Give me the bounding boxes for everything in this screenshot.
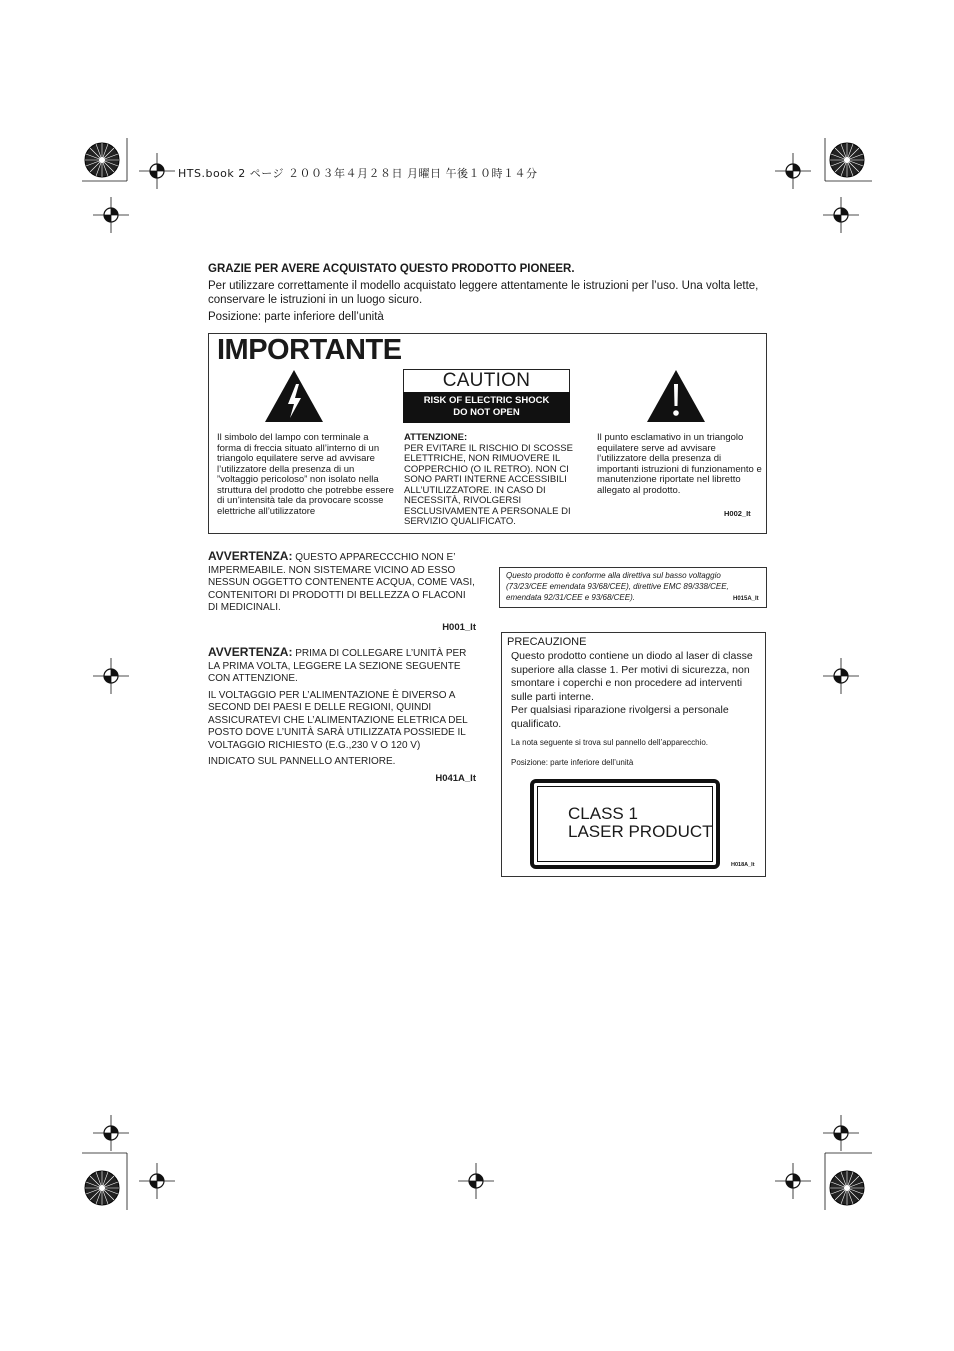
warning-1-lead: AVVERTENZA:	[208, 549, 293, 563]
caution-word: CAUTION	[442, 370, 531, 391]
conformity-box	[499, 567, 767, 608]
exclamation-explanation: Il punto esclamativo in un triangolo equilatere serve ad avvisare l’utilizzatore della presenza di importanti istruzioni di funzionamento e manutenzione riportate nel libretto allegato al prodotto.	[597, 432, 762, 496]
warning-1-text: QUESTO APPARECCCHIO NON E’ IMPERMEABILE. NON SISTEMARE VICINO AD ESSO NESSUN OGGETTO CONTENENTE ACQUA, COME VASI, CONTENITORI DI PRODOTTI DI BELLEZZA O FLACONI DI MEDICINALI.	[208, 552, 475, 613]
laser-product-line: LASER PRODUCT	[568, 822, 713, 841]
precauzione-repair-text: Per qualsiasi riparazione rivolgersi a personale qualificato.	[511, 704, 729, 730]
attenzione-label: ATTENZIONE:	[404, 432, 468, 443]
conformity-text: Questo prodotto è conforme alla direttiva sul basso voltaggio (73/23/CEE emendata 93/68/CEE), direttive EMC 89/338/CEE, emendata 92/31/CEE e 93/68/CEE).	[506, 571, 729, 602]
laser-label-text	[568, 805, 713, 841]
warning-2-text: PRIMA DI COLLEGARE L’UNITÀ PER LA PRIMA VOLTA, LEGGERE LA SEZIONE SEGUENTE CON ATTENZIONE.	[208, 648, 467, 684]
warning-1-code: H001_It	[442, 621, 476, 633]
laser-class-line: CLASS 1	[568, 804, 638, 823]
precauzione-note: La nota seguente si trova sul pannello dell’apparecchio.	[511, 738, 709, 747]
warning-2-voltage-text: IL VOLTAGGIO PER L’ALIMENTAZIONE È DIVERSO A SECOND DEI PAESI E DELLE REGIONI, QUINDI ASSICURATEVI CHE L’ALIMENTAZIONE ELETRICA DEL POSTO DOVE L’UNITÀ SARÀ UTILIZZATA POSSIEDE IL VOLTAGGIO RICHIESTO (E.G.,230 V O 120 V)	[208, 689, 468, 751]
exclamation-triangle-icon	[645, 368, 707, 424]
importante-code: H002_It	[724, 509, 751, 518]
precauzione-text	[511, 650, 763, 731]
warning-2-lead: AVVERTENZA:	[208, 645, 293, 659]
running-head: HTS.book 2 ページ ２００３年４月２８日 月曜日 午後１０時１４分	[178, 167, 538, 180]
importante-title: IMPORTANTE	[217, 334, 402, 366]
warning-2-code: H041A_It	[435, 772, 476, 784]
precauzione-laser-text: Questo prodotto contiene un diodo al laser di classe superiore alla classe 1. Per motivi di sicurezza, non smontare i coperchi e non procedere ad interventi sulle parti interne.	[511, 650, 753, 703]
precauzione-position: Posizione: parte inferiore dell’unità	[511, 758, 634, 767]
precauzione-title: PRECAUZIONE	[507, 636, 587, 648]
warning-2	[208, 646, 476, 785]
intro-text: Per utilizzare correttamente il modello acquistato leggere attentamente le istruzioni per l’uso. Una volta lette, conservare le istruzioni in un luogo sicuro.	[208, 280, 759, 306]
lightning-triangle-icon	[263, 368, 325, 424]
warning-2-panel-text: INDICATO SUL PANNELLO ANTERIORE.	[208, 756, 396, 767]
intro-title: GRAZIE PER AVERE ACQUISTATO QUESTO PRODOTTO PIONEER.	[208, 263, 575, 275]
lightning-explanation: Il simbolo del lampo con terminale a forma di freccia situato all’interno di un triangolo equilatere serve ad avvisare l’utilizzatore della presenza di un ”voltaggio pericoloso” non isolato nella struttura del prodotto che potrebbe essere di un’intensità tale da provocare scosse elettriche all’utilizzatore	[217, 432, 394, 517]
intro-position: Posizione: parte inferiore dell’unità	[208, 311, 384, 323]
attenzione-block	[404, 433, 588, 528]
attenzione-text: PER EVITARE IL RISCHIO DI SCOSSE ELETTRICHE, NON RIMUOVERE IL COPPERCHIO (O IL RETRO). NON CI SONO PARTI INTERNE ACCESSIBILI ALL’UTILIZZATORE. IN CASO DI NECESSITÀ, RIVOLGERSI ESCLUSIVAMENTE A PERSONALE DI SERVIZIO QUALIFICATO.	[404, 442, 573, 527]
caution-line-2: DO NOT OPEN	[453, 406, 520, 418]
caution-warning-strip	[403, 392, 570, 423]
conformity-code: H015A_It	[733, 596, 759, 602]
caution-line-1: RISK OF ELECTRIC SHOCK	[423, 395, 550, 406]
precauzione-code: H018A_It	[731, 862, 755, 868]
warning-1	[208, 550, 476, 634]
